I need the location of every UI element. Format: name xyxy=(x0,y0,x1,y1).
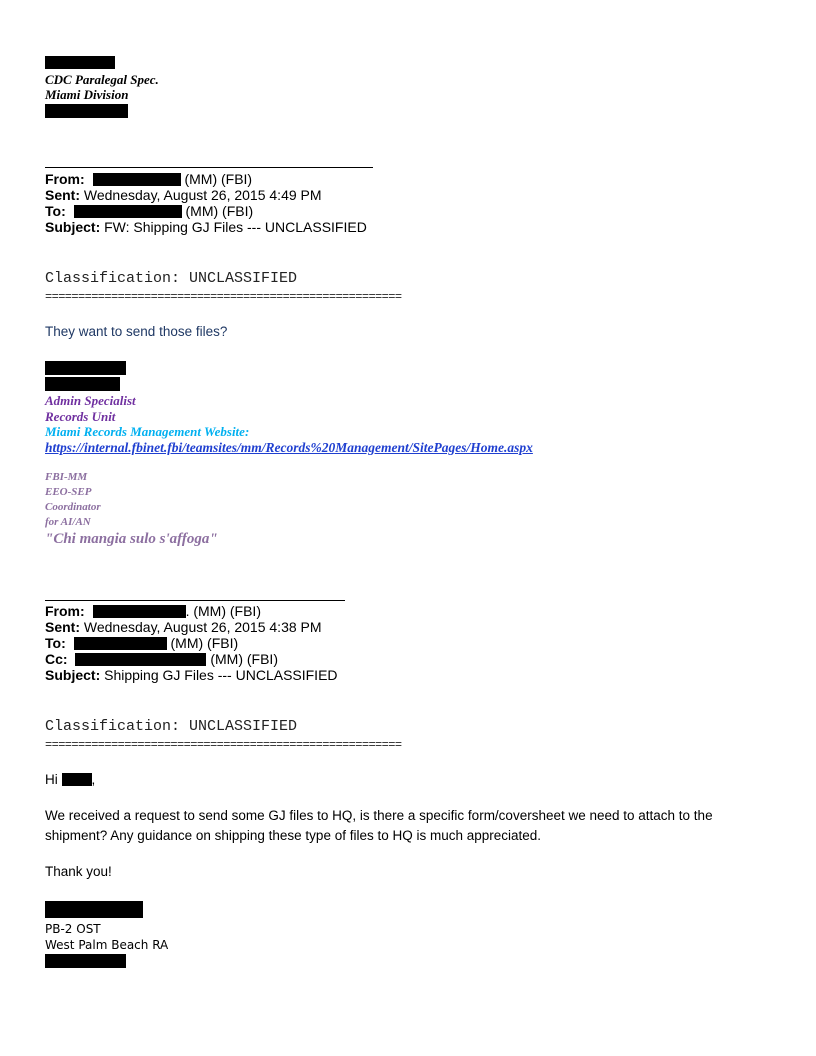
sig-website-label: Miami Records Management Website: xyxy=(45,424,250,439)
sig-role: Admin Specialist xyxy=(45,393,136,408)
redaction-block xyxy=(74,637,167,650)
email2-subject xyxy=(45,667,338,683)
subject-label: Subject: xyxy=(45,667,101,683)
email2-greeting xyxy=(45,770,95,790)
email2-to xyxy=(45,635,238,651)
redaction-block xyxy=(45,56,115,69)
records-website-link[interactable]: https://internal.fbinet.fbi/teamsites/mm/Records%20Management/SitePages/Home.aspx xyxy=(45,440,533,455)
redaction-block xyxy=(75,653,206,666)
sig-line-1: FBI-MM xyxy=(45,471,88,483)
sig-unit: Records Unit xyxy=(45,409,116,424)
from-label: From: xyxy=(45,603,85,619)
header-rule xyxy=(45,167,373,168)
redaction-block xyxy=(45,361,126,375)
email1-subject xyxy=(45,219,367,235)
email2-sent xyxy=(45,619,322,635)
redaction-block xyxy=(93,173,181,186)
greeting-suffix: , xyxy=(91,772,96,787)
email1-body: They want to send those files? xyxy=(45,324,228,339)
sent-label: Sent: xyxy=(45,619,80,635)
classification-line: Classification: UNCLASSIFIED xyxy=(45,270,298,287)
sig-line-4: for AI/AN xyxy=(45,516,91,528)
from-label: From: xyxy=(45,171,85,187)
sig-line-2: West Palm Beach RA xyxy=(45,938,169,952)
redaction-block xyxy=(45,954,126,968)
signature-title: CDC Paralegal Spec. xyxy=(45,72,159,87)
greeting-prefix: Hi xyxy=(45,772,62,787)
sent-label: Sent: xyxy=(45,187,80,203)
email2-from xyxy=(45,603,261,619)
cc-suffix: (MM) (FBI) xyxy=(206,651,278,667)
redaction-block xyxy=(74,205,182,218)
subject-label: Subject: xyxy=(45,219,101,235)
signature-division: Miami Division xyxy=(45,87,129,102)
email1-to xyxy=(45,203,253,219)
header-rule xyxy=(45,600,345,601)
email2-thanks: Thank you! xyxy=(45,864,112,879)
to-label: To: xyxy=(45,635,66,651)
sent-value: Wednesday, August 26, 2015 4:49 PM xyxy=(83,187,322,203)
separator-line: ====================================================== xyxy=(45,290,402,304)
redaction-block xyxy=(62,773,92,786)
cc-label: Cc: xyxy=(45,651,68,667)
subject-value: Shipping GJ Files --- UNCLASSIFIED xyxy=(104,667,338,683)
separator-line: ====================================================== xyxy=(45,738,402,752)
email1-sent xyxy=(45,187,322,203)
sig-quote: "Chi mangia sulo s'affoga" xyxy=(45,531,218,547)
classification-line: Classification: UNCLASSIFIED xyxy=(45,718,298,735)
to-suffix: (MM) (FBI) xyxy=(181,203,254,219)
from-suffix: (MM) (FBI) xyxy=(180,171,253,187)
redaction-block xyxy=(45,901,143,918)
redaction-block xyxy=(93,605,186,618)
email2-cc xyxy=(45,651,278,667)
email2-paragraph: We received a request to send some GJ files to HQ, is there a specific form/coversheet we need to attach to the shipment? Any guidance on shipping these type of files to HQ is much appreciated. xyxy=(45,808,713,843)
sig-line-1: PB-2 OST xyxy=(45,922,101,936)
redaction-block xyxy=(45,377,120,391)
from-suffix: . (MM) (FBI) xyxy=(185,603,261,619)
email1-from xyxy=(45,171,252,187)
sig-line-3: Coordinator xyxy=(45,501,101,513)
redaction-block xyxy=(45,104,128,118)
to-suffix: (MM) (FBI) xyxy=(166,635,239,651)
to-label: To: xyxy=(45,203,66,219)
sent-value: Wednesday, August 26, 2015 4:38 PM xyxy=(83,619,322,635)
subject-value: FW: Shipping GJ Files --- UNCLASSIFIED xyxy=(104,219,367,235)
sig-line-2: EEO-SEP xyxy=(45,486,92,498)
